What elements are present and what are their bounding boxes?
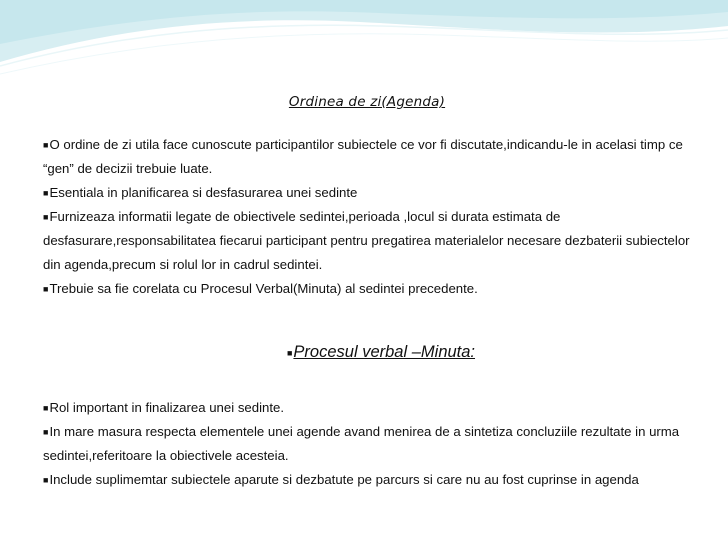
header-wave-decoration <box>0 0 728 90</box>
agenda-bullet-1 <box>43 133 703 181</box>
minuta-bullet-1-text: Rol important in finalizarea unei sedinte. <box>49 400 285 415</box>
agenda-bullet-2-text: Esentiala in planificarea si desfasurarea unei sedinte <box>49 185 358 200</box>
agenda-bullet-3-text: Furnizeaza informatii legate de obiectivele sedintei,perioada ,locul si durata estimata de desfasurare,responsabilitatea fiecarui participant pentru pregatirea materialelor necesare dezbaterii subiectelor din agenda,precum si rolul lor in cadrul sedintei. <box>43 209 690 272</box>
square-bullet-icon: ■ <box>43 475 49 485</box>
square-bullet-icon: ■ <box>286 348 293 358</box>
agenda-bullet-3 <box>43 205 703 277</box>
minuta-subtitle <box>0 343 728 362</box>
minuta-bullet-list <box>43 396 703 492</box>
minuta-subtitle-text: Procesul verbal –Minuta: <box>293 343 476 361</box>
minuta-bullet-3 <box>43 468 703 492</box>
agenda-bullet-2 <box>43 181 703 205</box>
agenda-title: Ordinea de zi(Agenda) <box>288 94 446 110</box>
square-bullet-icon: ■ <box>43 212 49 222</box>
agenda-bullet-list <box>43 133 703 301</box>
minuta-bullet-2-text: In mare masura respecta elementele unei agende avand menirea de a sintetiza concluziile rezultate in urma sedintei,referitoare la obiectivele acesteia. <box>43 424 680 463</box>
square-bullet-icon: ■ <box>43 284 49 294</box>
agenda-bullet-1-text: O ordine de zi utila face cunoscute participantilor subiectele ce vor fi discutate,indicandu-le in acelasi timp ce “gen” de decizii trebuie luate. <box>43 137 683 176</box>
minuta-bullet-2 <box>43 420 703 468</box>
square-bullet-icon: ■ <box>43 427 49 437</box>
square-bullet-icon: ■ <box>43 403 49 413</box>
minuta-bullet-3-text: Include suplimemtar subiectele aparute si dezbatute pe parcurs si care nu au fost cuprinse in agenda <box>49 472 639 487</box>
square-bullet-icon: ■ <box>43 140 49 150</box>
agenda-bullet-4-text: Trebuie sa fie corelata cu Procesul Verbal(Minuta) al sedintei precedente. <box>49 281 478 296</box>
square-bullet-icon: ■ <box>43 188 49 198</box>
minuta-bullet-1 <box>43 396 703 420</box>
agenda-bullet-4 <box>43 277 703 301</box>
